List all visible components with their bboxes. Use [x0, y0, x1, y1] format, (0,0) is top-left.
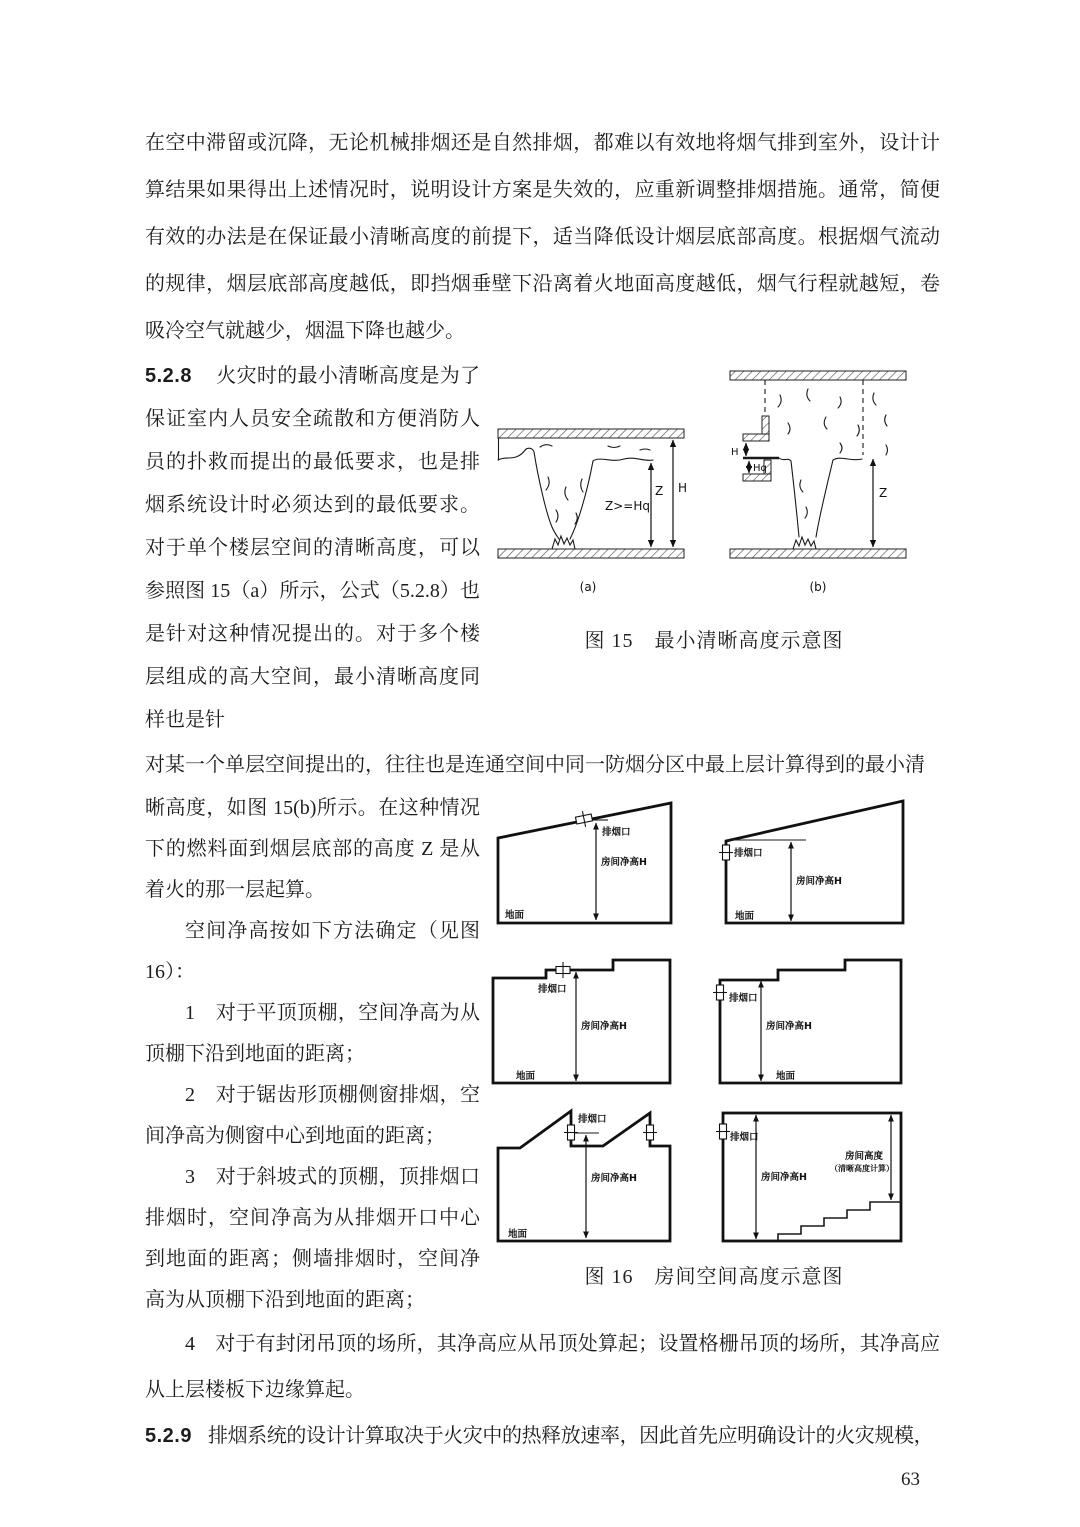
paragraph-intro: 在空中滞留或沉降，无论机械排烟还是自然排烟，都难以有效地将烟气排到室外，设计计算结果如果得出上述情况时，说明设计方案是失效的，应重新调整排烟措施。通常，简便有效的办法是在保证最小清晰高度的前提下，适当降低设计烟层底部高度。根据烟气流动的规律，烟层底部高度越低，即挡烟垂壁下沿离着火地面高度越低，烟气行程就越短，卷吸冷空气就越少，烟温下降也越少。: [145, 132, 940, 342]
fig16-panel-sloped-roof-wall-vent: [719, 801, 903, 923]
section-5-2-8-continuation-column: 晰高度，如图 15(b)所示。在这种情况下的燃料面到烟层底部的高度 Z 是从着火的那一层起算。: [145, 797, 480, 901]
method-item-1: 1 对于平顶顶棚，空间净高为从顶棚下沿到地面的距离；: [145, 1002, 480, 1065]
clear-height-label: 房间净高H: [591, 1173, 637, 1184]
section-5-2-8-number: 5.2.8: [145, 365, 192, 387]
page-content: [145, 120, 940, 1491]
smoke-vent: [556, 962, 570, 978]
section-5-2-9-text: 排烟系统的设计计算取决于火灾中的热释放速率，因此首先应明确设计的火灾规模，: [207, 1425, 934, 1447]
vent-label: 排烟口: [578, 1114, 607, 1125]
label-sub-b: (b): [809, 580, 827, 594]
method-item-4: 4 对于有封闭吊顶的场所，其净高应从吊顶处算起；设置格栅吊顶的场所，其净高应从上层楼板下边缘算起。: [145, 1333, 940, 1401]
page-number: 63: [901, 1469, 920, 1490]
fig15-panel-b: [730, 371, 906, 594]
smoke-vent: [643, 1125, 657, 1140]
method-item-2: 2 对于锯齿形顶棚侧窗排烟，空间净高为侧窗中心到地面的距离；: [145, 1084, 480, 1147]
fig16-panel-stepped-ceiling-top-vent: [493, 960, 670, 1083]
label-h: H: [731, 447, 739, 458]
smoke-vent: [713, 985, 727, 1000]
clear-height-label: 房间净高H: [796, 876, 842, 887]
clear-height-label: 房间净高H: [581, 1021, 627, 1032]
ceiling-slab: [730, 371, 906, 380]
ground-label: 地面: [516, 1071, 536, 1082]
smoke-plume: [498, 445, 653, 539]
fig16-panel-sawtooth-roof: [498, 1111, 670, 1241]
method-item-3: 3 对于斜坡式的顶棚，顶排烟口排烟时，空间净高为从排烟开口中心到地面的距离；侧墙排烟时，空间净高为从顶棚下沿到地面的距离；: [145, 1166, 480, 1311]
ground-label: 地面: [505, 910, 525, 921]
vent-label: 排烟口: [729, 993, 758, 1004]
figure-16-drawing: [488, 788, 940, 1246]
section-5-2-8-text: 火灾时的最小清晰高度是为了保证室内人员安全疏散和方便消防人员的扑救而提出的最低要求，也是排烟系统设计时必须达到的最低要求。对于单个楼层空间的清晰高度，可以参照图 15（a）所示，公式（5.2.8）也是针对这种情况提出的。对于多个楼层组成的高大空间，最小清晰高度同样也是针: [145, 365, 480, 731]
smoke-vent: [719, 845, 733, 860]
ground-label: 地面: [508, 1229, 528, 1240]
label-h: H: [678, 481, 688, 495]
smoke-vent: [575, 810, 594, 829]
clear-height-label: 房间净高H: [601, 857, 647, 868]
fig15-panel-a: [498, 429, 687, 594]
fig16-panel-sloped-roof-top-vent: [498, 803, 671, 923]
fig16-panel-stepped-ceiling-wall-vent: [713, 960, 901, 1083]
label-z: Z: [879, 486, 888, 500]
label-hq: Hq: [753, 463, 767, 474]
ground-label: 地面: [735, 911, 755, 922]
smoke-vent: [716, 1124, 730, 1139]
space-height-method: [145, 788, 940, 1321]
label-z: Z: [655, 484, 664, 498]
vent-label: 排烟口: [602, 827, 631, 838]
floor-slab: [730, 549, 906, 558]
upper-floor-slab: [743, 416, 769, 441]
vent-label: 排烟口: [730, 1132, 759, 1143]
label-z-gte-hq: Z>=Hq: [605, 499, 650, 513]
fire-flame: [552, 536, 575, 549]
figure-16-caption: 图 16 房间空间高度示意图: [584, 1266, 844, 1288]
ceiling-slab: [498, 429, 684, 438]
section-5-2-8-continuation-full: 对某一个单层空间提出的，往往也是连通空间中同一防烟分区中最上层计算得到的最小清: [145, 754, 925, 776]
section-5-2-8: [145, 355, 940, 742]
stairs: [778, 1202, 901, 1241]
smoke-plume: [778, 389, 888, 537]
room-outline: [498, 1111, 670, 1241]
floor-slab: [498, 549, 684, 558]
clear-height-label: 房间净高H: [766, 1021, 812, 1032]
fire-flame: [793, 537, 816, 549]
section-5-2-9-number: 5.2.9: [145, 1425, 192, 1447]
fig16-panel-room-with-stairs: [716, 1113, 901, 1241]
room-height-note: （清晰高度计算）: [830, 1164, 894, 1173]
figure-16: [488, 788, 940, 1319]
figure-15-drawing: [488, 355, 940, 610]
label-sub-a: (a): [579, 580, 597, 594]
room-height-label: 房间高度: [844, 1151, 884, 1162]
section-5-2-9-paragraph: [145, 1413, 940, 1459]
vent-label: 排烟口: [538, 984, 567, 995]
room-outline: [726, 801, 903, 923]
method-intro: 空间净高按如下方法确定（见图16）：: [145, 920, 480, 983]
figure-15-caption: 图 15 最小清晰高度示意图: [584, 630, 844, 652]
figure-15: [488, 355, 940, 697]
clear-height-label: 房间净高H: [761, 1172, 807, 1183]
vent-label: 排烟口: [734, 848, 763, 859]
ground-label: 地面: [776, 1071, 796, 1082]
